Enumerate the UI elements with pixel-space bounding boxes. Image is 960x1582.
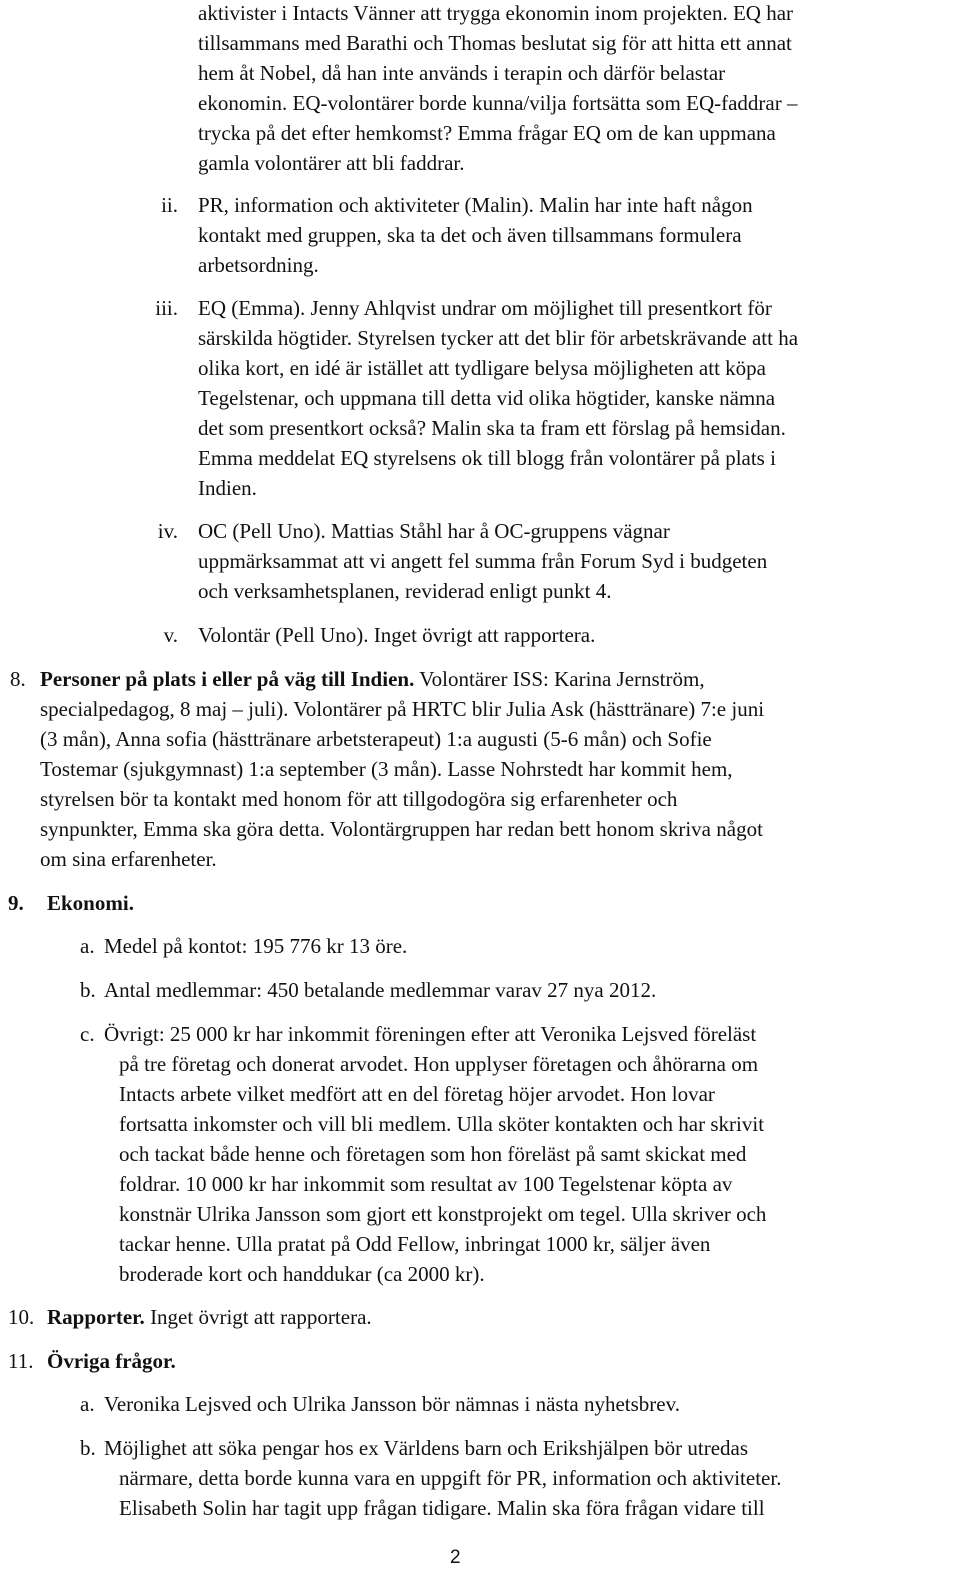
text-line: specialpedagog, 8 maj – juli). Volontärer på HRTC blir Julia Ask (hästtränare) 7:e juni xyxy=(40,697,765,721)
text-line: olika kort, en idé är istället att tydligare belysa möjligheten att köpa xyxy=(198,356,766,380)
text-line: Indien. xyxy=(198,476,257,500)
section-heading: Personer på plats i eller på väg till Indien. xyxy=(40,667,415,691)
text-line: PR, information och aktiviteter (Malin). Malin har inte haft någon xyxy=(198,193,753,217)
section-number: 10. xyxy=(8,1305,35,1329)
text-line: hem åt Nobel, då han inte används i terapin och därför belastar xyxy=(198,61,726,85)
text-line: Elisabeth Solin har tagit upp frågan tidigare. Malin ska föra frågan vidare till xyxy=(119,1496,765,1520)
list-label: a. xyxy=(80,934,95,958)
text-line: tillsammans med Barathi och Thomas beslutat sig för att hitta ett annat xyxy=(198,31,792,55)
text-line: arbetsordning. xyxy=(198,253,319,277)
list-label: a. xyxy=(80,1392,95,1416)
text-run: Volontärer ISS: Karina Jernström, xyxy=(414,667,705,691)
text-line: på tre företag och donerat arvodet. Hon upplyser företagen och åhörarna om xyxy=(119,1052,759,1076)
text-line: Veronika Lejsved och Ulrika Jansson bör nämnas i nästa nyhetsbrev. xyxy=(104,1392,680,1416)
text-line: fortsatta inkomster och vill bli medlem. Ulla sköter kontakten och har skrivit xyxy=(119,1112,765,1136)
list-label: b. xyxy=(80,978,96,1002)
text-line: och verksamhetsplanen, reviderad enligt punkt 4. xyxy=(198,579,612,603)
text-line: broderade kort och handdukar (ca 2000 kr). xyxy=(119,1262,485,1286)
text-line: Tegelstenar, och uppmana till detta vid olika högtider, kanske nämna xyxy=(198,386,776,410)
text-line: kontakt med gruppen, ska ta det och även tillsammans formulera xyxy=(198,223,742,247)
text-line: Intacts arbete vilket medfört att en del företag höjer arvodet. Hon lovar xyxy=(119,1082,715,1106)
text-line: närmare, detta borde kunna vara en uppgift för PR, information och aktiviteter. xyxy=(119,1466,782,1490)
text-line: Övrigt: 25 000 kr har inkommit föreningen efter att Veronika Lejsved föreläst xyxy=(104,1022,757,1046)
text-line: Antal medlemmar: 450 betalande medlemmar varav 27 nya 2012. xyxy=(104,978,657,1002)
text-line: det som presentkort också? Malin ska ta fram ett förslag på hemsidan. xyxy=(198,416,786,440)
subitem-number: ii. xyxy=(161,193,178,217)
text-line: Medel på kontot: 195 776 kr 13 öre. xyxy=(104,934,408,958)
list-label: b. xyxy=(80,1436,96,1460)
text-line: aktivister i Intacts Vänner att trygga ekonomin inom projekten. EQ har xyxy=(198,1,794,25)
text-line: om sina erfarenheter. xyxy=(40,847,217,871)
text-line: och tackat både henne och företagen som hon föreläst på samt skickat med xyxy=(119,1142,747,1166)
text-line: foldrar. 10 000 kr har inkommit som resultat av 100 Tegelstenar köpta av xyxy=(119,1172,733,1196)
section-first-line xyxy=(40,664,705,694)
text-line: ekonomin. EQ-volontärer borde kunna/vilja fortsätta som EQ-faddrar – xyxy=(198,91,798,115)
text-run: Inget övrigt att rapportera. xyxy=(144,1305,372,1329)
subitem-number: iv. xyxy=(157,519,178,543)
section-heading: Ekonomi. xyxy=(47,891,134,915)
text-line: tackar henne. Ulla pratat på Odd Fellow, inbringat 1000 kr, säljer även xyxy=(119,1232,711,1256)
text-line: styrelsen bör ta kontakt med honom för att tillgodogöra sig erfarenheter och xyxy=(40,787,678,811)
text-line: Emma meddelat EQ styrelsens ok till blogg från volontärer på plats i xyxy=(198,446,776,470)
subitem-number: iii. xyxy=(155,296,178,320)
text-line: Möjlighet att söka pengar hos ex Världens barn och Erikshjälpen bör utredas xyxy=(104,1436,749,1460)
section-heading: Övriga frågor. xyxy=(47,1349,176,1373)
text-line: Volontär (Pell Uno). Inget övrigt att rapportera. xyxy=(198,623,596,647)
section-number: 8. xyxy=(10,667,26,691)
text-line: särskilda högtider. Styrelsen tycker att det blir för arbetskrävande att ha xyxy=(198,326,799,350)
section-number: 11. xyxy=(8,1349,34,1373)
section-first-line xyxy=(47,1302,372,1332)
text-line: konstnär Ulrika Jansson som gjort ett konstprojekt om tegel. Ulla skriver och xyxy=(119,1202,767,1226)
text-line: gamla volontärer att bli faddrar. xyxy=(198,151,465,175)
section-heading: Rapporter. xyxy=(47,1305,145,1329)
text-line: EQ (Emma). Jenny Ahlqvist undrar om möjlighet till presentkort för xyxy=(198,296,772,320)
list-label: c. xyxy=(80,1022,95,1046)
text-line: uppmärksammat att vi angett fel summa från Forum Syd i budgeten xyxy=(198,549,768,573)
subitem-number: v. xyxy=(163,623,178,647)
text-line: OC (Pell Uno). Mattias Ståhl har å OC-gruppens vägnar xyxy=(198,519,670,543)
text-line: synpunkter, Emma ska göra detta. Volontärgruppen har redan bett honom skriva något xyxy=(40,817,763,841)
section-number: 9. xyxy=(8,891,24,915)
page-number: 2 xyxy=(450,1547,461,1568)
text-line: (3 mån), Anna sofia (hästtränare arbetsterapeut) 1:a augusti (5-6 mån) och Sofie xyxy=(40,727,712,751)
text-line: trycka på det efter hemkomst? Emma frågar EQ om de kan uppmana xyxy=(198,121,776,145)
text-line: Tostemar (sjukgymnast) 1:a september (3 mån). Lasse Nohrstedt har kommit hem, xyxy=(40,757,733,781)
